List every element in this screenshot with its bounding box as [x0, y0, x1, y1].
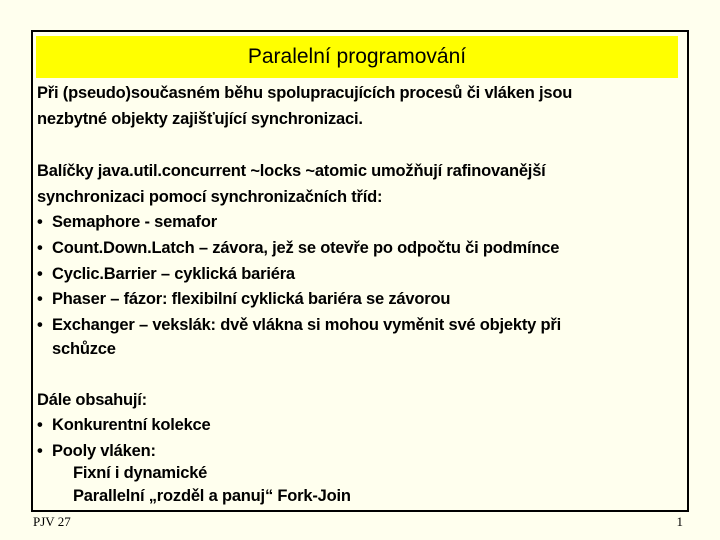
- page-number: 1: [676, 514, 683, 529]
- bullet-text: Pooly vláken:: [52, 442, 156, 460]
- para-line: synchronizaci pomocí synchronizačních tříd:: [37, 188, 383, 206]
- para-line: Balíčky java.util.concurrent ~locks ~atomic umožňují rafinovanější: [37, 162, 546, 180]
- bullet-icon: •: [37, 239, 43, 257]
- slide-title: [36, 36, 678, 78]
- bullet-item: [37, 415, 211, 435]
- bullet-icon: •: [37, 213, 43, 231]
- bullet-text: Count.Down.Latch – závora, jež se otevře po odpočtu či podmínce: [52, 239, 560, 257]
- bullet-icon: •: [37, 290, 43, 308]
- sub-item: Parallelní „rozděl a panuj“ Fork-Join: [73, 487, 351, 505]
- bullet-icon: •: [37, 265, 43, 283]
- sub-item: Fixní i dynamické: [73, 464, 208, 482]
- bullet-icon: •: [37, 316, 43, 334]
- bullet-item: [37, 441, 156, 461]
- bullet-text: Konkurentní kolekce: [52, 416, 211, 434]
- title-text: Paralelní programování: [247, 45, 467, 68]
- footer-label: PJV 27: [33, 514, 71, 529]
- bullet-text: Exchanger – vekslák: dvě vlákna si mohou vyměnit své objekty při: [52, 316, 562, 334]
- bullet-item: [37, 212, 217, 232]
- bullet-icon: •: [37, 442, 43, 460]
- bullet-item: [37, 238, 559, 258]
- bullet-text: Cyclic.Barrier – cyklická bariéra: [52, 265, 295, 283]
- also-heading: Dále obsahují:: [37, 391, 147, 409]
- bullet-text: Phaser – fázor: flexibilní cyklická bariéra se závorou: [52, 290, 451, 308]
- bullet-text: Semaphore - semafor: [52, 213, 217, 231]
- bullet-item: [37, 289, 450, 309]
- bullet-continuation: schůzce: [52, 340, 116, 358]
- bullet-item: [37, 315, 561, 335]
- intro-line: nezbytné objekty zajišťující synchronizaci.: [37, 110, 363, 128]
- bullet-icon: •: [37, 416, 43, 434]
- bullet-item: [37, 264, 295, 284]
- intro-line: Při (pseudo)současném běhu spolupracujících procesů či vláken jsou: [37, 84, 573, 102]
